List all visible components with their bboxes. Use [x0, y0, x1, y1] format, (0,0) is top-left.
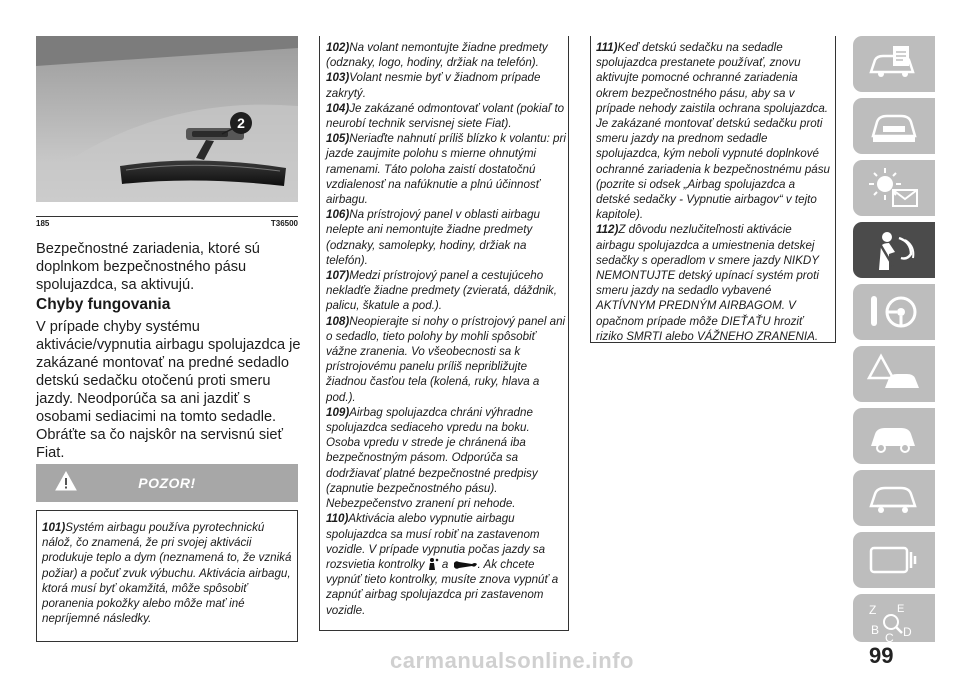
note-number: 112)	[596, 223, 619, 237]
tab-multimedia[interactable]	[853, 532, 935, 588]
notes-middle-text	[326, 40, 566, 618]
note-number: 102)	[326, 41, 350, 54]
fault-heading: Chyby fungovania	[36, 296, 171, 313]
note-text: Neopierajte si nohy o prístrojový panel ani o sedadlo, tieto polohy by mohli spôsobiť vážne zranenia. Vo všeobecnosti sa k prístrojovému panelu príliš nepribližujte žiadnou časťou tela (kolená, ruky, hlava a pod.).	[326, 314, 566, 404]
note-104	[326, 101, 566, 131]
note-number: 108)	[326, 314, 350, 328]
note-text: Na prístrojový panel v oblasti airbagu nelepte ani nemontujte žiadne predmety (odznaky, samolepky, hodiny, držiak na telefón).	[326, 208, 540, 267]
note-text: Aktivácia alebo vypnutie airbagu spolujazdca sa musí robiť na zastavenom vozidle. V prípade vypnutia počas jazdy sa rozsvietia kontrolky	[326, 512, 546, 571]
note-103	[326, 70, 566, 100]
note-number: 105)	[326, 132, 350, 146]
note-text: Na volant nemontujte žiadne predmety (odznaky, logo, hodiny, držiak na telefón).	[326, 41, 548, 70]
note-text: Neriaďte nahnutí príliš blízko k volantu: pri jazde zaujmite polohu s mierne ohnutými ramenami. Táto poloha zaistí dostatočnú vzdialenosť na nafúknutie a plnú účinnosť airbagu.	[326, 132, 566, 207]
mirror-photo	[36, 36, 298, 202]
note-text: Systém airbagu používa pyrotechnickú nálož, čo znamená, že pri svojej aktivácii produkuje teplo a dym (neznamená to, že vzniká požiar) a počuť zvuk výbuchu. Aktivácia airbagu, ktorá musí byť okamžitá, môže spôsobiť poranenia pokožky alebo môže mať iné nepríjemné následky.	[42, 521, 292, 626]
airbag-off-warning-icon	[425, 557, 439, 571]
multimedia-icon	[867, 538, 921, 582]
note-text: Je zakázané odmontovať volant (pokiaľ to neurobí technik servisnej siete Fiat).	[326, 101, 565, 131]
lights-mail-icon	[867, 166, 921, 210]
intro-paragraph: Bezpečnostné zariadenia, ktoré sú doplnkom bezpečnostného pásu spolujazdca, sa aktivujú.	[36, 241, 260, 293]
note-number: 104)	[326, 101, 350, 115]
note-number: 109)	[326, 405, 350, 419]
tab-starting[interactable]	[853, 284, 935, 340]
warning-title: POZOR!	[138, 475, 196, 491]
wrench-warning-icon	[452, 559, 478, 571]
tab-safety[interactable]	[853, 222, 935, 278]
note-107	[326, 268, 566, 314]
note-102	[326, 40, 566, 70]
note-text: Z dôvodu nezlučiteľnosti aktivácie airbagu spolujazdca a umiestnenia detskej sedačky s operadlom v smere jazdy NIKDY NEMONTUJTE detský upínací systém proti smeru jazdy na sedadlo vybavené AKTÍVNYM PREDNÝM AIRBAGOM. V opačnom prípade môže DIEŤAŤU hroziť riziko SMRTI alebo VÁŽNEHO ZRANENIA.	[596, 223, 819, 343]
tab-index[interactable]	[853, 594, 935, 642]
seatbelt-airbag-icon	[867, 228, 921, 272]
car-specs-icon	[867, 476, 921, 520]
svg-text:Z: Z	[869, 603, 877, 617]
note-101	[42, 520, 294, 626]
note-109	[326, 405, 566, 511]
note-111	[596, 40, 832, 222]
note-number: 110)	[326, 512, 349, 526]
figure-number: 185	[36, 219, 50, 228]
car-info-icon	[867, 42, 921, 86]
note-110	[326, 511, 566, 617]
tab-maintenance[interactable]	[853, 408, 935, 464]
svg-text:B: B	[871, 623, 880, 637]
note-number: 106)	[326, 208, 350, 222]
page-number: 99	[869, 643, 894, 668]
note-number: 107)	[326, 269, 350, 283]
figure-callout: 2	[237, 115, 245, 131]
svg-text:D: D	[903, 625, 912, 639]
watermark: carmanualsonline.info	[390, 648, 634, 673]
tab-emergency[interactable]	[853, 346, 935, 402]
tab-lights[interactable]	[853, 160, 935, 216]
car-wrench-icon	[867, 414, 921, 458]
note-106	[326, 207, 566, 268]
tab-car-info[interactable]	[853, 36, 935, 92]
note-text-connector: a	[441, 557, 449, 571]
note-112	[596, 222, 832, 344]
note-text: Airbag spolujazdca chráni výhradne spolujazdca sediaceho vpredu na boku. Osoba vpredu v strede je chránená iba bezpečnostným pásom. Odporúča sa dodržiavať platné bezpečnostné predpisy (zapnutie bezpečnostného pásu). Nebezpečenstvo zranení pri nehode.	[326, 405, 538, 511]
fault-paragraph: V prípade chyby systému aktivácie/vypnutia airbagu spolujazdca je zakázané montovať na predné sedadlo detskú sedačku otočenú proti smeru jazdy. Neodporúča sa ani jazdiť s osobami sediacimi na tomto sedadle.	[36, 319, 301, 425]
index-letters-icon	[867, 600, 921, 644]
note-number: 103)	[326, 71, 350, 85]
key-steering-icon	[867, 290, 921, 334]
service-paragraph: Obráťte sa čo najskôr na servisnú sieť Fiat.	[36, 427, 283, 461]
note-105	[326, 131, 566, 207]
note-text: Volant nesmie byť v žiadnom prípade zakrytý.	[326, 71, 541, 100]
tab-technical-data[interactable]	[853, 470, 935, 526]
note-text: . Ak chcete vypnúť tieto kontrolky, musíte znova vypnúť a zapnúť airbag spolujazdca pri zastavenom vozidle.	[326, 557, 559, 617]
dashboard-car-icon	[867, 104, 921, 148]
notes-right-text	[596, 40, 832, 344]
svg-text:C: C	[885, 631, 894, 644]
note-108	[326, 314, 566, 405]
warning-car-icon	[867, 352, 921, 396]
figure-code: T36500	[270, 219, 298, 228]
svg-text:E: E	[897, 603, 905, 615]
note-number: 101)	[42, 521, 66, 534]
tab-dashboard[interactable]	[853, 98, 935, 154]
caption-rule	[36, 216, 298, 217]
note-text: Keď detskú sedačku na sedadle spolujazdca prestanete používať, znovu aktivujte pomocné ochranné zariadenia okrem bezpečnostného pásu, aby sa v prípade nehody zaistila ochrana spolujazdca. Je zakázané montovať detskú sedačku proti smeru jazdy na prednom sedadle spolujazdca, kým neboli vypnuté doplnkové ochranné zariadenia k bezpečnostnému pásu (pozrite si odsek „Airbag spolujazdca a detské sedačky - Vypnutie airbagov“ v tejto kapitole).	[596, 41, 830, 222]
note-number: 111)	[596, 41, 618, 54]
note-text: Medzi prístrojový panel a cestujúceho nekladťe žiadne predmety (zvieratá, dáždnik, palicu, škatule a pod.).	[326, 269, 557, 313]
